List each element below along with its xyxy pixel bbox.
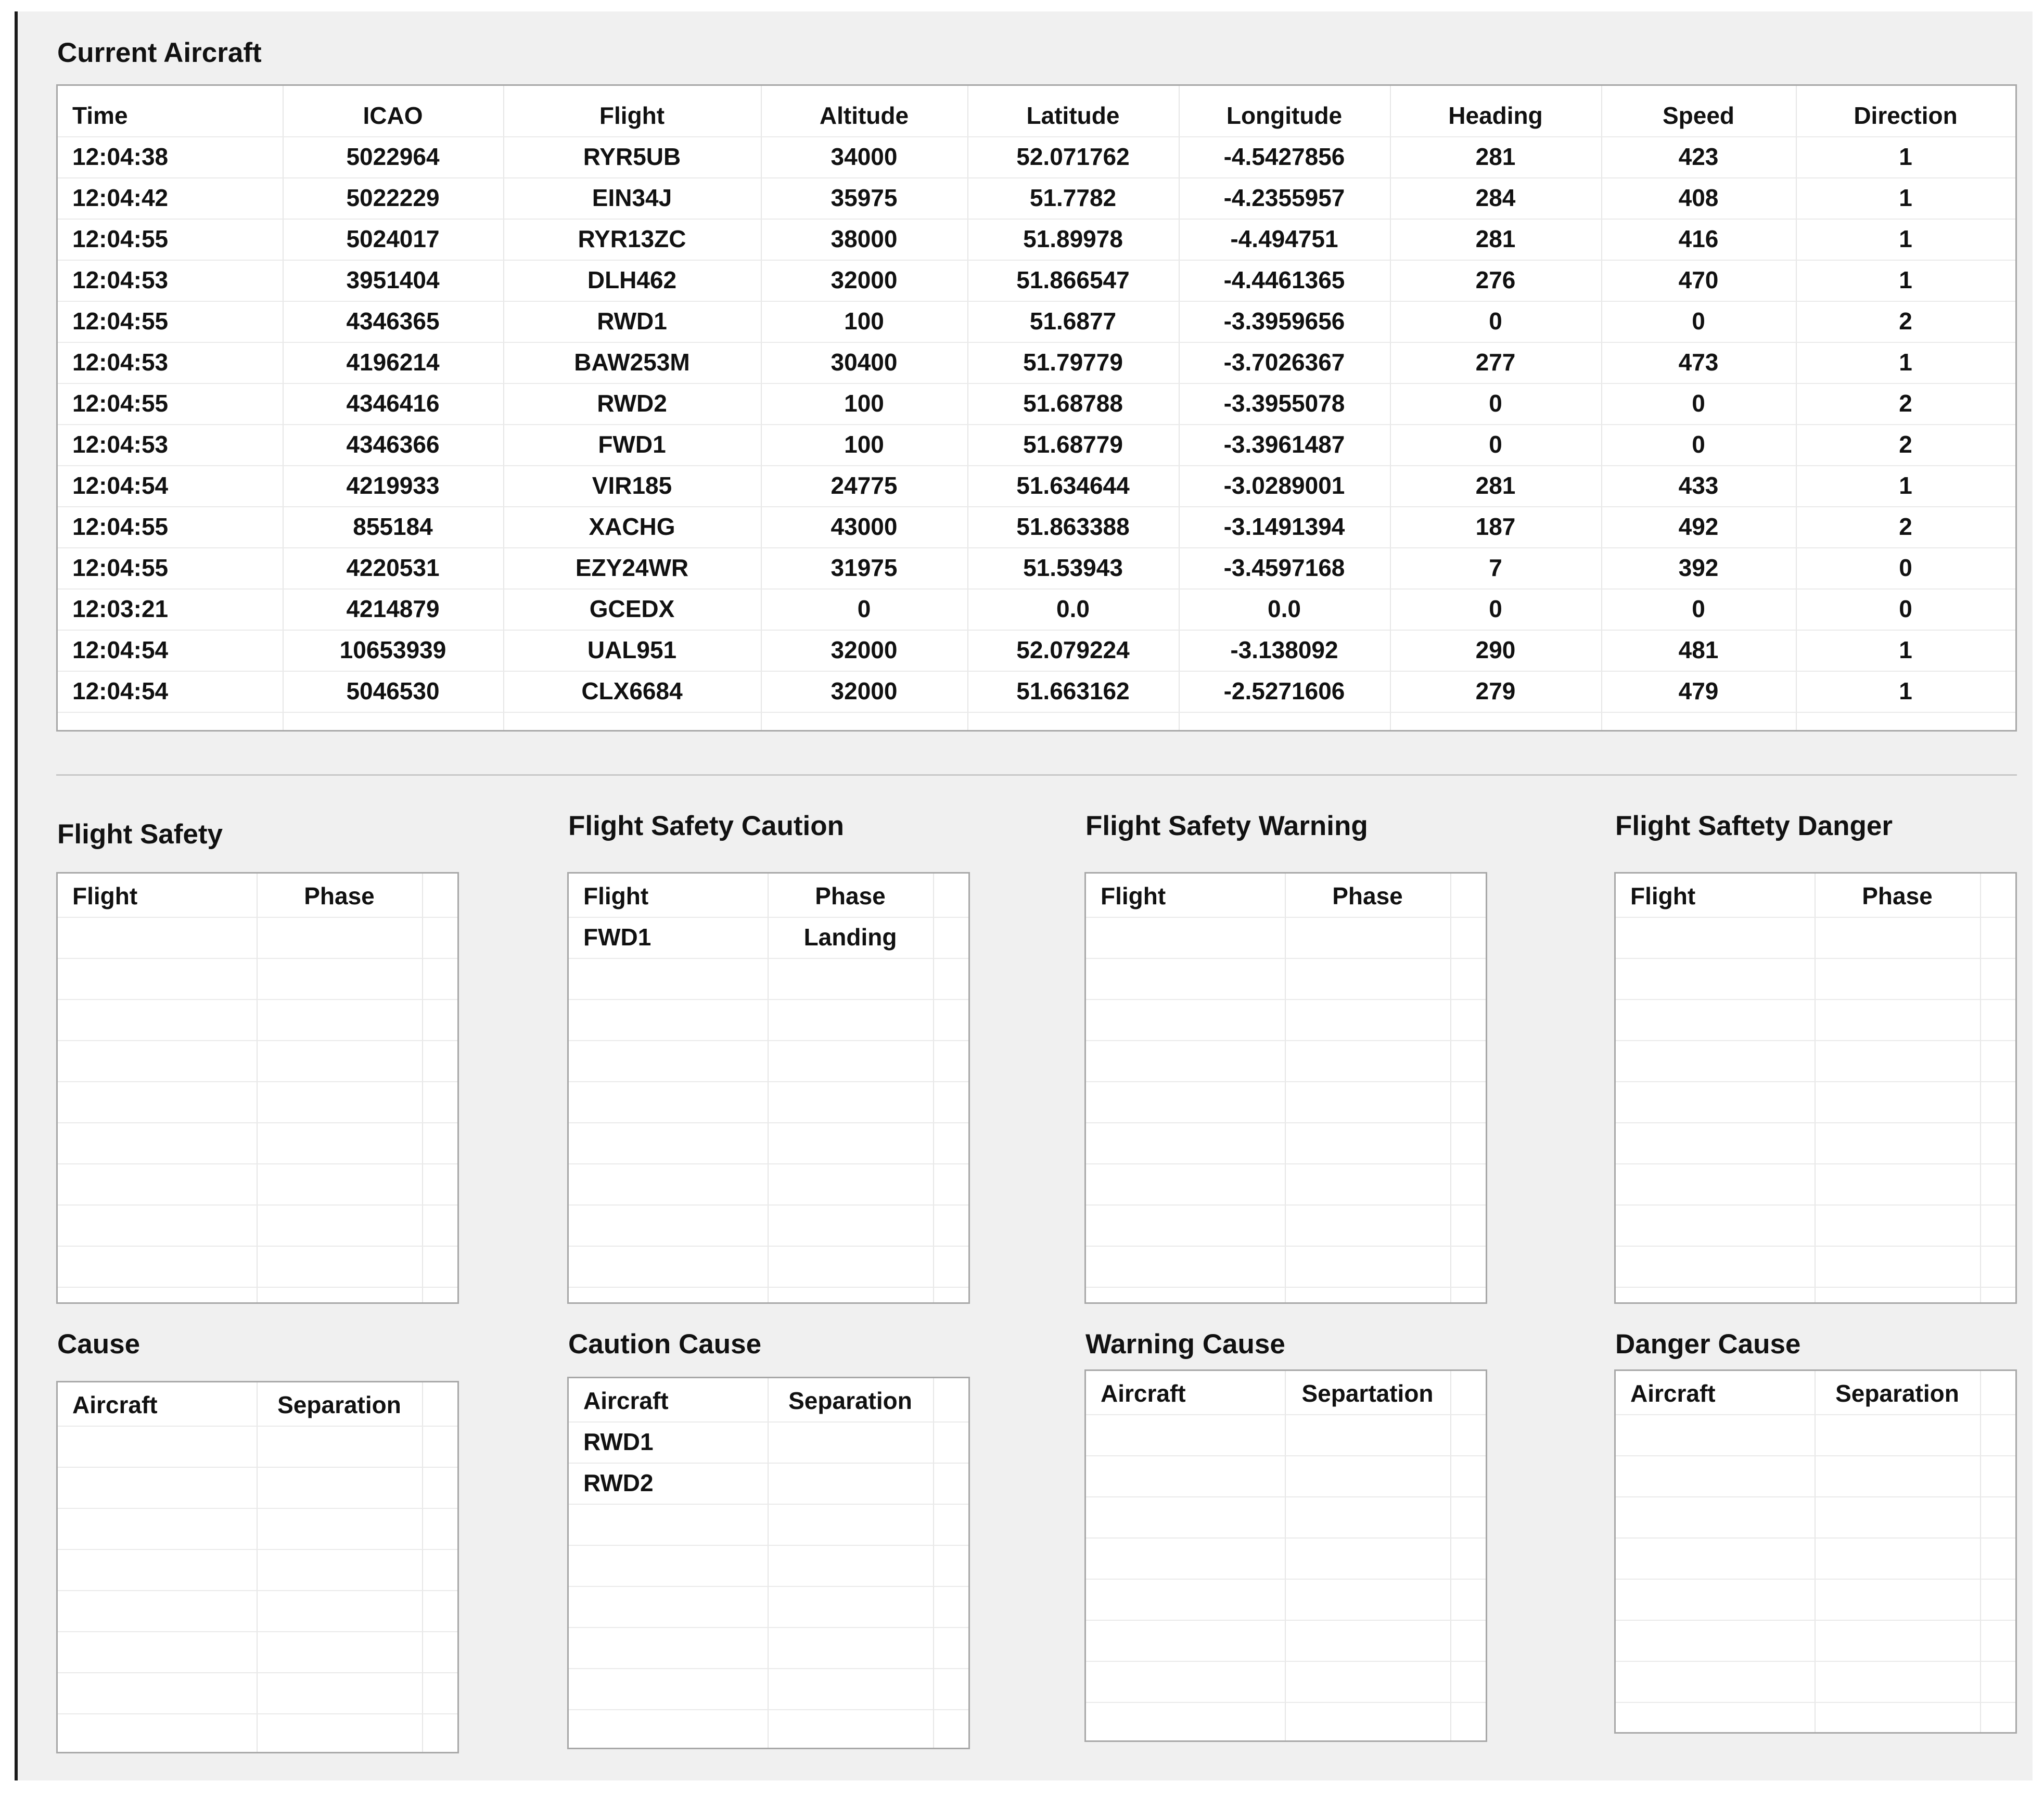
cell-latitude[interactable]: 51.68779	[1023, 431, 1123, 458]
row-divider	[58, 1426, 457, 1427]
row-divider	[569, 1204, 968, 1206]
cell-time[interactable]: 12:04:38	[72, 143, 169, 170]
column-header-aircraft[interactable]: Aircraft	[1630, 1380, 1716, 1407]
column-header-flight[interactable]: Flight	[583, 882, 649, 909]
row-divider	[58, 1246, 457, 1247]
cell-altitude[interactable]: 24775	[831, 472, 898, 499]
cell-direction[interactable]: 1	[1899, 184, 1912, 211]
row-divider	[1616, 958, 2015, 959]
column-header-icao[interactable]: ICAO	[363, 102, 423, 129]
column-header-longitude[interactable]: Longitude	[1226, 102, 1343, 129]
row-divider	[1086, 1246, 1486, 1247]
cell-aircraft[interactable]: RWD2	[583, 1469, 654, 1496]
cell-direction[interactable]: 0	[1899, 595, 1912, 622]
row-divider	[58, 1631, 457, 1632]
cell-direction[interactable]: 1	[1899, 143, 1912, 170]
cell-heading[interactable]: 0	[1489, 595, 1502, 622]
cell-speed[interactable]: 0	[1692, 431, 1705, 458]
row-divider	[1086, 1620, 1486, 1621]
cell-heading[interactable]: 7	[1489, 554, 1502, 581]
cell-direction[interactable]: 1	[1899, 266, 1912, 293]
column-header-separation[interactable]: Separation	[277, 1391, 401, 1418]
cell-time[interactable]: 12:04:55	[72, 307, 169, 335]
cell-latitude[interactable]: 51.634644	[1016, 472, 1130, 499]
row-divider	[1616, 1122, 2015, 1123]
row-divider	[1616, 1661, 2015, 1662]
current-aircraft-title: Current Aircraft	[57, 37, 262, 68]
row-divider	[1616, 1246, 2015, 1247]
cell-flight[interactable]: UAL951	[587, 636, 677, 663]
cell-time[interactable]: 12:04:54	[72, 677, 169, 704]
column-divider	[1980, 1371, 1981, 1732]
cell-altitude[interactable]: 32000	[831, 636, 898, 663]
flight-safety-warning-table[interactable]	[1084, 872, 1487, 1304]
cell-icao[interactable]: 4220531	[346, 554, 440, 581]
row-divider	[1086, 1287, 1486, 1288]
cell-latitude[interactable]: 51.6877	[1029, 307, 1117, 335]
column-header-phase[interactable]: Phase	[815, 882, 886, 909]
cell-heading[interactable]: 276	[1475, 266, 1516, 293]
cell-altitude[interactable]: 100	[844, 431, 884, 458]
row-divider	[58, 712, 2015, 713]
cell-altitude[interactable]: 35975	[831, 184, 898, 211]
column-header-altitude[interactable]: Altitude	[819, 102, 909, 129]
cell-longitude[interactable]: -4.4461365	[1223, 266, 1345, 293]
cell-icao[interactable]: 4196214	[346, 349, 440, 376]
column-header-latitude[interactable]: Latitude	[1026, 102, 1120, 129]
cell-longitude[interactable]: -3.7026367	[1223, 349, 1345, 376]
cell-flight[interactable]: FWD1	[583, 924, 651, 951]
row-divider	[569, 1287, 968, 1288]
row-divider	[1086, 999, 1486, 1000]
cell-altitude[interactable]: 100	[844, 390, 884, 417]
cell-time[interactable]: 12:04:53	[72, 349, 169, 376]
row-divider	[1086, 1081, 1486, 1082]
cell-icao[interactable]: 855184	[353, 513, 433, 540]
cell-time[interactable]: 12:04:53	[72, 431, 169, 458]
cell-latitude[interactable]: 0.0	[1056, 595, 1090, 622]
cell-heading[interactable]: 0	[1489, 390, 1502, 417]
column-divider	[2015, 86, 2016, 730]
cell-speed[interactable]: 433	[1678, 472, 1719, 499]
cell-icao[interactable]: 4219933	[346, 472, 440, 499]
column-header-separation[interactable]: Separation	[788, 1387, 912, 1414]
row-divider	[58, 1590, 457, 1591]
column-divider	[933, 874, 934, 1302]
cell-speed[interactable]: 481	[1678, 636, 1719, 663]
column-header-phase[interactable]: Phase	[1862, 882, 1933, 909]
cell-icao[interactable]: 4346366	[346, 431, 440, 458]
cell-separation[interactable]	[768, 1463, 933, 1504]
cell-time[interactable]: 12:04:53	[72, 266, 169, 293]
row-divider	[58, 1467, 457, 1468]
cell-heading[interactable]: 277	[1475, 349, 1516, 376]
row-divider	[1616, 1163, 2015, 1164]
cell-aircraft[interactable]: RWD1	[583, 1428, 654, 1455]
column-divider	[933, 1378, 934, 1748]
cell-speed[interactable]: 392	[1678, 554, 1719, 581]
cell-longitude[interactable]: -3.3959656	[1223, 307, 1345, 335]
cell-flight[interactable]: GCEDX	[589, 595, 675, 622]
cell-direction[interactable]: 1	[1899, 677, 1912, 704]
cell-flight[interactable]: EZY24WR	[575, 554, 689, 581]
cell-heading[interactable]: 279	[1475, 677, 1516, 704]
row-divider	[58, 999, 457, 1000]
cell-longitude[interactable]: -4.494751	[1230, 225, 1338, 252]
row-divider	[569, 1668, 968, 1669]
cell-flight[interactable]: EIN34J	[592, 184, 672, 211]
row-divider	[58, 1672, 457, 1673]
cell-flight[interactable]: BAW253M	[574, 349, 690, 376]
row-divider	[1086, 1163, 1486, 1164]
cell-heading[interactable]: 284	[1475, 184, 1516, 211]
column-header-separation[interactable]: Separation	[1835, 1380, 1959, 1407]
row-divider	[1086, 1414, 1486, 1415]
cell-flight[interactable]: RWD2	[597, 390, 667, 417]
row-divider	[58, 1122, 457, 1123]
cell-speed[interactable]: 473	[1678, 349, 1719, 376]
column-header-speed[interactable]: Speed	[1662, 102, 1735, 129]
column-header-phase[interactable]: Phase	[1332, 882, 1403, 909]
row-divider	[58, 1287, 457, 1288]
cell-latitude[interactable]: 52.079224	[1016, 636, 1130, 663]
row-divider	[1616, 917, 2015, 918]
row-divider	[1616, 1496, 2015, 1497]
cell-flight[interactable]: RWD1	[597, 307, 667, 335]
cell-longitude[interactable]: -3.1491394	[1223, 513, 1345, 540]
row-divider	[1616, 1455, 2015, 1456]
flight-safety-title: Flight Safety	[57, 819, 223, 850]
column-divider	[257, 1382, 258, 1752]
cell-latitude[interactable]: 51.663162	[1016, 677, 1130, 704]
cell-latitude[interactable]: 51.68788	[1023, 390, 1123, 417]
cell-speed[interactable]: 416	[1678, 225, 1719, 252]
row-divider	[1616, 1579, 2015, 1580]
cell-altitude[interactable]: 34000	[831, 143, 898, 170]
cell-altitude[interactable]: 100	[844, 307, 884, 335]
cell-altitude[interactable]: 30400	[831, 349, 898, 376]
flight-safety-table[interactable]	[56, 872, 459, 1304]
column-header-aircraft[interactable]: Aircraft	[1101, 1380, 1186, 1407]
row-divider	[1616, 1081, 2015, 1082]
row-divider	[1616, 999, 2015, 1000]
danger-cause-table[interactable]	[1614, 1369, 2017, 1734]
cell-direction[interactable]: 1	[1899, 472, 1912, 499]
cell-longitude[interactable]: -3.4597168	[1223, 554, 1345, 581]
cell-altitude[interactable]: 38000	[831, 225, 898, 252]
cell-altitude[interactable]: 31975	[831, 554, 898, 581]
row-divider	[569, 958, 968, 959]
cell-phase[interactable]: Landing	[803, 924, 897, 951]
cell-flight[interactable]: DLH462	[587, 266, 677, 293]
column-header-flight[interactable]: Flight	[599, 102, 665, 129]
cell-icao[interactable]: 3951404	[346, 266, 440, 293]
cell-speed[interactable]: 470	[1678, 266, 1719, 293]
row-divider	[58, 1163, 457, 1164]
cell-separation[interactable]	[768, 1421, 933, 1463]
row-divider	[1086, 1661, 1486, 1662]
cell-speed[interactable]: 0	[1692, 595, 1705, 622]
cell-direction[interactable]: 1	[1899, 636, 1912, 663]
column-header-direction[interactable]: Direction	[1854, 102, 1958, 129]
cell-icao[interactable]: 4346416	[346, 390, 440, 417]
caution-cause-table[interactable]	[567, 1377, 970, 1749]
warning-cause-table[interactable]	[1084, 1369, 1487, 1742]
row-divider	[569, 1627, 968, 1628]
cell-latitude[interactable]: 51.7782	[1029, 184, 1117, 211]
column-divider	[1980, 874, 1981, 1302]
column-header-aircraft[interactable]: Aircraft	[583, 1387, 669, 1414]
cell-direction[interactable]: 2	[1899, 307, 1912, 335]
column-divider	[422, 1382, 423, 1752]
row-divider	[1616, 1287, 2015, 1288]
row-divider	[58, 917, 457, 918]
row-divider	[569, 1040, 968, 1041]
column-header-flight[interactable]: Flight	[1101, 882, 1166, 909]
warning-cause-title: Warning Cause	[1085, 1329, 1285, 1360]
row-divider	[58, 1040, 457, 1041]
row-divider	[569, 1586, 968, 1587]
cell-longitude[interactable]: -4.2355957	[1223, 184, 1345, 211]
row-divider	[569, 1163, 968, 1164]
cell-time[interactable]: 12:04:55	[72, 225, 169, 252]
column-header-heading[interactable]: Heading	[1448, 102, 1543, 129]
row-divider	[569, 1709, 968, 1710]
cell-longitude[interactable]: -3.3955078	[1223, 390, 1345, 417]
row-divider	[1616, 1537, 2015, 1539]
cell-speed[interactable]: 492	[1678, 513, 1719, 540]
cell-longitude[interactable]: -2.5271606	[1223, 677, 1345, 704]
cell-flight[interactable]: VIR185	[592, 472, 672, 499]
cell-heading[interactable]: 281	[1475, 225, 1516, 252]
cell-longitude[interactable]: -3.3961487	[1223, 431, 1345, 458]
row-divider	[569, 1545, 968, 1546]
column-header-time[interactable]: Time	[72, 102, 128, 129]
row-divider	[569, 1081, 968, 1082]
row-divider	[1086, 917, 1486, 918]
row-divider	[1086, 1702, 1486, 1703]
column-header-aircraft[interactable]: Aircraft	[72, 1391, 158, 1418]
cell-direction[interactable]: 2	[1899, 513, 1912, 540]
cell-icao[interactable]: 4346365	[346, 307, 440, 335]
cell-latitude[interactable]: 51.863388	[1016, 513, 1130, 540]
column-header-phase[interactable]: Phase	[304, 882, 375, 909]
cell-heading[interactable]: 281	[1475, 143, 1516, 170]
column-header-flight[interactable]: Flight	[72, 882, 138, 909]
cell-latitude[interactable]: 51.866547	[1016, 266, 1130, 293]
column-divider	[1450, 874, 1451, 1302]
column-divider	[1450, 1371, 1451, 1740]
cell-direction[interactable]: 1	[1899, 225, 1912, 252]
row-divider	[1086, 1204, 1486, 1206]
row-divider	[58, 1713, 457, 1714]
column-divider	[257, 874, 258, 1302]
flight-saftety-danger-title: Flight Saftety Danger	[1615, 811, 1893, 841]
cause-table[interactable]	[56, 1381, 459, 1753]
cell-time[interactable]: 12:04:55	[72, 390, 169, 417]
flight-safety-caution-title: Flight Safety Caution	[568, 811, 844, 841]
cell-altitude[interactable]: 32000	[831, 266, 898, 293]
row-divider	[1086, 1455, 1486, 1456]
cell-flight[interactable]: RYR5UB	[583, 143, 681, 170]
cell-latitude[interactable]: 52.071762	[1016, 143, 1130, 170]
column-header-flight[interactable]: Flight	[1630, 882, 1696, 909]
cell-heading[interactable]: 281	[1475, 472, 1516, 499]
row-divider	[1086, 958, 1486, 959]
row-divider	[569, 1246, 968, 1247]
column-header-separtation[interactable]: Separtation	[1301, 1380, 1434, 1407]
cell-latitude[interactable]: 51.89978	[1023, 225, 1123, 252]
section-divider	[56, 774, 2017, 776]
cell-time[interactable]: 12:03:21	[72, 595, 169, 622]
cell-icao[interactable]: 5024017	[346, 225, 440, 252]
column-divider	[1815, 1371, 1816, 1732]
cell-heading[interactable]: 0	[1489, 307, 1502, 335]
row-divider	[1086, 1122, 1486, 1123]
column-divider	[1815, 874, 1816, 1302]
current-aircraft-table[interactable]	[56, 84, 2017, 732]
cell-icao[interactable]: 10653939	[339, 636, 446, 663]
flight-safety-warning-title: Flight Safety Warning	[1085, 811, 1368, 841]
row-divider	[1086, 1579, 1486, 1580]
aircraft-monitor-window	[15, 11, 2033, 1780]
cell-speed[interactable]: 0	[1692, 307, 1705, 335]
cell-direction[interactable]: 2	[1899, 390, 1912, 417]
row-divider	[569, 1504, 968, 1505]
cell-latitude[interactable]: 51.79779	[1023, 349, 1123, 376]
cell-speed[interactable]: 423	[1678, 143, 1719, 170]
row-divider	[1616, 1204, 2015, 1206]
cell-direction[interactable]: 2	[1899, 431, 1912, 458]
row-divider	[1616, 1702, 2015, 1703]
row-divider	[569, 999, 968, 1000]
row-divider	[58, 1081, 457, 1082]
row-divider	[1086, 1537, 1486, 1539]
column-divider	[1285, 1371, 1286, 1740]
cell-latitude[interactable]: 51.53943	[1023, 554, 1123, 581]
row-divider	[1086, 1496, 1486, 1497]
cell-altitude[interactable]: 43000	[831, 513, 898, 540]
cell-speed[interactable]: 479	[1678, 677, 1719, 704]
cause-title: Cause	[57, 1329, 140, 1360]
cell-flight[interactable]: FWD1	[598, 431, 666, 458]
cell-heading[interactable]: 290	[1475, 636, 1516, 663]
row-divider	[1616, 1040, 2015, 1041]
row-divider	[58, 958, 457, 959]
danger-cause-title: Danger Cause	[1615, 1329, 1801, 1360]
row-divider	[58, 1204, 457, 1206]
row-divider	[1616, 1620, 2015, 1621]
cell-icao[interactable]: 5022229	[346, 184, 440, 211]
cell-longitude[interactable]: -4.5427856	[1223, 143, 1345, 170]
row-divider	[58, 1549, 457, 1550]
cell-time[interactable]: 12:04:42	[72, 184, 169, 211]
cell-longitude[interactable]: 0.0	[1268, 595, 1301, 622]
row-divider	[569, 1122, 968, 1123]
cell-flight[interactable]: XACHG	[589, 513, 675, 540]
cell-altitude[interactable]: 0	[857, 595, 871, 622]
flight-saftety-danger-table[interactable]	[1614, 872, 2017, 1304]
cell-speed[interactable]: 408	[1678, 184, 1719, 211]
cell-direction[interactable]: 1	[1899, 349, 1912, 376]
cell-longitude[interactable]: -3.0289001	[1223, 472, 1345, 499]
cell-speed[interactable]: 0	[1692, 390, 1705, 417]
cell-flight[interactable]: RYR13ZC	[578, 225, 686, 252]
cell-altitude[interactable]: 32000	[831, 677, 898, 704]
row-divider	[1616, 1414, 2015, 1415]
cell-time[interactable]: 12:04:54	[72, 472, 169, 499]
cell-icao[interactable]: 5046530	[346, 677, 440, 704]
cell-longitude[interactable]: -3.138092	[1230, 636, 1338, 663]
column-divider	[422, 874, 423, 1302]
row-divider	[58, 1508, 457, 1509]
cell-time[interactable]: 12:04:55	[72, 513, 169, 540]
cell-flight[interactable]: CLX6684	[581, 677, 683, 704]
flight-safety-caution-table[interactable]	[567, 872, 970, 1304]
cell-icao[interactable]: 5022964	[346, 143, 440, 170]
cell-time[interactable]: 12:04:55	[72, 554, 169, 581]
cell-icao[interactable]: 4214879	[346, 595, 440, 622]
cell-direction[interactable]: 0	[1899, 554, 1912, 581]
cell-time[interactable]: 12:04:54	[72, 636, 169, 663]
caution-cause-title: Caution Cause	[568, 1329, 762, 1360]
cell-heading[interactable]: 187	[1475, 513, 1516, 540]
row-divider	[1086, 1040, 1486, 1041]
column-divider	[1285, 874, 1286, 1302]
cell-heading[interactable]: 0	[1489, 431, 1502, 458]
